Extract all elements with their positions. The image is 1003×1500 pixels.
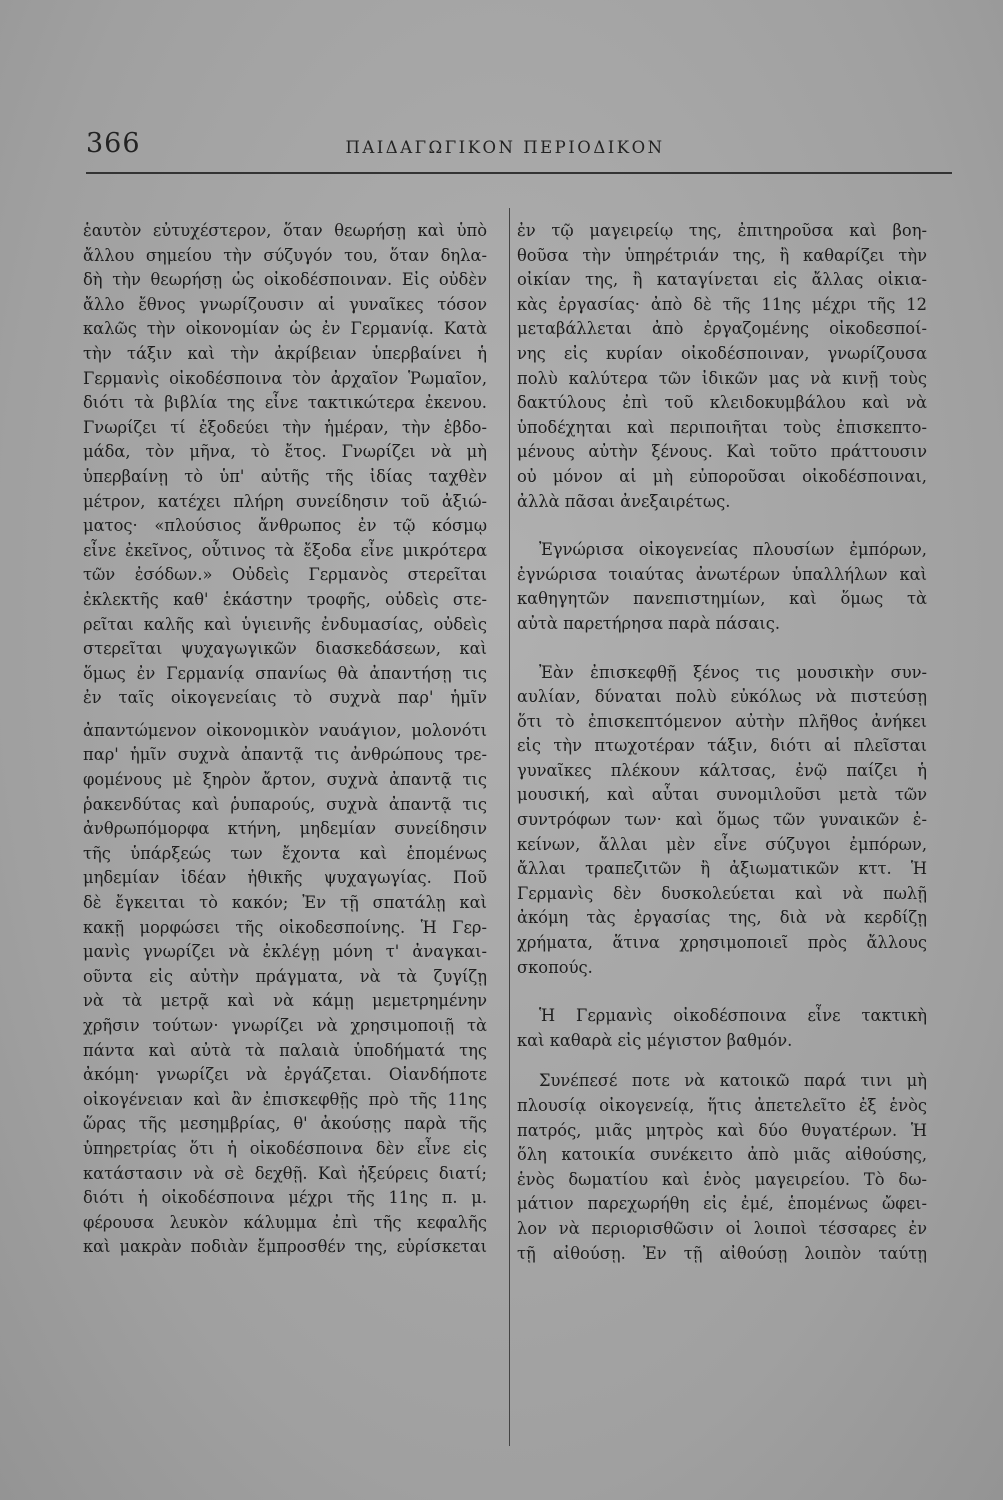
text-line: μάτιον παρεχωρήθη εἰς ἐμέ, ἑπομένως ὤφει- [517,1194,927,1214]
text-line: ἀκόμη τὰς ἐργασίας της, διὰ νὰ κερδίζῃ [517,908,927,928]
text-line: ὥρας τῆς μεσημβρίας, θ' ἀκούσῃς παρὰ τῆς [83,1114,487,1134]
text-line: εἶνε ἐκεῖνος, οὗτινος τὰ ἔξοδα εἶνε μικρότερα [83,540,487,560]
text-line: ὅμως ἐν Γερμανίᾳ σπανίως θὰ ἀπαντήσῃ τις [83,663,487,683]
text-line: καὶ καθαρὰ εἰς μέγιστον βαθμόν. [517,1030,793,1050]
paragraph-gap [517,637,927,661]
text-line: χρήματα, ἅτινα χρησιμοποιεῖ πρὸς ἄλλους [517,933,927,953]
text-line: μέτρον, κατέχει πλήρη συνείδησιν τοῦ ἀξιώ- [83,491,487,511]
text-line: διότι ἡ οἰκοδέσποινα μέχρι τῆς 11ης π. μ. [83,1188,487,1208]
text-line: νὰ τὰ μετρᾷ καὶ νὰ κάμῃ μεμετρημένην [83,991,487,1011]
text-line: καὶ μακρὰν ποδιὰν ἔμπροσθέν της, εὑρίσκεται [83,1237,487,1257]
paragraph-gap [517,514,927,538]
text-line: ἀλλὰ πᾶσαι ἀνεξαιρέτως. [517,491,731,511]
text-line: οἰκογένειαν καὶ ἂν ἐπισκεφθῇς πρὸ τῆς 11ης [83,1089,487,1109]
text-line: ματος· «πλούσιος ἄνθρωπος ἐν τῷ κόσμῳ [83,516,487,536]
text-line: ἄλλου σημείου τὴν σύζυγόν του, ὅταν δηλα- [83,245,487,265]
text-line: ἐν ταῖς οἰκογενείαις τὸ συχνὰ παρ' ἡμῖν [83,688,487,708]
text-line: μηδεμίαν ἰδέαν ἠθικῆς ψυχαγωγίας. Ποῦ [83,868,487,888]
text-line: μένους αὐτὴν ξένους. Καὶ τοῦτο πράττουσιν [517,442,927,462]
text-line: πάντα καὶ αὐτὰ τὰ παλαιὰ ὑποδήματά της [83,1040,487,1060]
text-line: λον νὰ περιορισθῶσιν οἱ λοιποὶ τέσσαρες ἐν [517,1218,927,1238]
text-line: Ἐὰν ἐπισκεφθῇ ξένος τις μουσικὴν συν- [539,662,927,682]
text-line: μουσική, καὶ αὗται συνομιλοῦσι μετὰ τῶν [517,785,927,805]
text-line: ἐκλεκτῆς καθ' ἑκάστην τροφῆς, οὐδεὶς στε- [83,589,487,609]
text-line: φομένους μὲ ξηρὸν ἄρτον, συχνὰ ἀπαντᾷ τις [83,770,487,790]
text-line: ἑνὸς δωματίου καὶ ἑνὸς μαγειρείου. Τὸ δω- [517,1169,927,1189]
text-line: τὴν τάξιν καὶ τὴν ἀκρίβειαν ὑπερβαίνει ἡ [83,343,487,363]
text-line: συντρόφων των· καὶ ὅμως τῶν γυναικῶν ἐ- [517,810,927,830]
text-line: κὰς ἐργασίας· ἀπὸ δὲ τῆς 11ης μέχρι τῆς 12 [517,294,927,314]
paragraph-gap [517,980,927,1004]
text-line: διότι τὰ βιβλία της εἶνε τακτικώτερα ἐκενου. [83,393,487,413]
text-line: Ἐγνώρισα οἰκογενείας πλουσίων ἐμπόρων, [539,540,927,560]
text-line: αὐτὰ παρετήρησα παρὰ πάσαις. [517,613,781,633]
text-line: ἐγνώρισα τοιαύτας ἀνωτέρων ὑπαλλήλων καὶ [517,564,927,584]
text-line: ἀπαντώμενον οἰκονομικὸν ναυάγιον, μολονότι [83,720,487,740]
text-line: κατάστασιν νὰ σὲ δεχθῇ. Καὶ ἠξεύρεις διατί; [83,1163,487,1183]
text-line: εἰς τὴν πτωχοτέραν τάξιν, διότι αἱ πλεῖσται [517,736,927,756]
text-line: δακτύλους ἐπὶ τοῦ κλειδοκυμβάλου καὶ νὰ [517,393,927,413]
text-line: ἐν τῷ μαγειρείῳ της, ἐπιτηροῦσα καὶ βοη- [517,221,927,240]
text-line: πλουσίᾳ οἰκογενείᾳ, ἥτις ἀπετελεῖτο ἐξ ἑνὸς [517,1096,927,1115]
text-line: Γνωρίζει τί ἐξοδεύει τὴν ἡμέραν, τὴν ἑβδο- [83,417,487,437]
text-line: μεταβάλλεται ἀπὸ ἐργαζομένης οἰκοδεσποί- [517,319,927,339]
text-line: τῶν ἐσόδων.» Οὐδεὶς Γερμανὸς στερεῖται [83,565,487,585]
text-line: ἑαυτὸν εὐτυχέστερον, ὅταν θεωρήσῃ καὶ ὑπὸ [83,221,487,240]
page-number: 366 [86,128,141,159]
text-line: γυναῖκες πλέκουν κάλτσας, ἐνῷ παίζει ἡ [517,760,927,780]
text-line: μανὶς γνωρίζει νὰ ἐκλέγῃ μόνη τ' ἀναγκαι- [83,942,487,962]
left-column [83,219,487,1260]
text-line: Γερμανὶς οἰκοδέσποινα τὸν ἀρχαῖον Ῥωμαῖον, [83,368,487,388]
text-line: ρεῖται καλῆς καὶ ὑγιεινῆς ἐνδυμασίας, οὐδεὶς [83,614,487,634]
text-line: ὑπηρετρίας ὅτι ἡ οἰκοδέσποινα δὲν εἶνε εἰς [83,1138,487,1158]
text-line: νης εἰς κυρίαν οἰκοδέσποιναν, γνωρίζουσα [517,343,927,363]
text-line: χρῆσιν τούτων· γνωρίζει νὰ χρησιμοποιῇ τὰ [83,1016,487,1035]
text-line: αυλίαν, δύναται πολὺ εὐκόλως νὰ πιστεύσῃ [517,687,927,707]
text-line: ἀνθρωπόμορφα κτήνη, μηδεμίαν συνείδησιν [83,819,487,839]
text-line: οὐ μόνον αἱ μὴ εὐποροῦσαι οἰκοδέσποιναι, [517,466,927,486]
text-line: τῆς ὑπάρξεώς των ἔχοντα καὶ ἑπομένως [83,843,487,863]
text-line: κακῇ μορφώσει τῆς οἰκοδεσποίνης. Ἡ Γερ- [83,917,487,937]
text-line: ὑπερβαίνῃ τὸ ὑπ' αὐτῆς τῆς ἰδίας ταχθὲν [83,466,487,486]
text-line: ῥακενδύτας καὶ ῥυπαρούς, συχνὰ ἀπαντᾷ τις [83,794,487,814]
text-line: παρ' ἡμῖν συχνὰ ἀπαντᾷ τις ἀνθρώπους τρε- [83,745,487,765]
text-line: πατρός, μιᾶς μητρὸς καὶ δύο θυγατέρων. Ἡ [517,1120,927,1140]
text-line: μάδα, τὸν μῆνα, τὸ ἔτος. Γνωρίζει νὰ μὴ [83,442,487,462]
text-line: ὅλη κατοικία συνέκειτο ἀπὸ μιᾶς αἰθούσης, [517,1145,927,1165]
text-line: καλῶς τὴν οἰκονομίαν ὡς ἐν Γερμανίᾳ. Κατὰ [83,319,487,339]
text-line: Γερμανὶς δὲν δυσκολεύεται καὶ νὰ πωλῇ [517,883,927,903]
paragraph-gap [517,1053,927,1069]
text-line: δὴ τὴν θεωρήσῃ ὡς οἰκοδέσποιναν. Εἰς οὐδὲν [83,270,487,290]
text-line: ἄλλαι τραπεζιτῶν ἢ ἀξιωματικῶν κττ. Ἡ [517,859,927,879]
text-line: στερεῖται ψυχαγωγικῶν διασκεδάσεων, καὶ [83,639,487,659]
text-line: Ἡ Γερμανὶς οἰκοδέσποινα εἶνε τακτικὴ [539,1006,927,1026]
running-head: ΠΑΙΔΑΓΩΓΙΚΟΝ ΠΕΡΙΟΔΙΚΟΝ [345,138,665,157]
text-line: θοῦσα τὴν ὑπηρέτριάν της, ἢ καθαρίζει τὴν [517,245,927,265]
right-column [517,219,927,1266]
text-line: ἄλλο ἔθνος γνωρίζουσιν αἱ γυναῖκες τόσον [83,294,487,314]
text-line: δὲ ἔγκειται τὸ κακόν; Ἐν τῇ σπατάλῃ καὶ [83,893,487,913]
text-line: καθηγητῶν πανεπιστημίων, καὶ ὅμως τὰ [517,589,927,609]
text-line: σκοπούς. [517,957,593,977]
text-line: ὅτι τὸ ἐπισκεπτόμενον αὐτὴν πλῆθος ἀνήκει [517,711,927,731]
text-line: ὑποδέχηται καὶ περιποιῆται τοὺς ἐπισκεπτο- [517,417,927,437]
text-line: ἀκόμη· γνωρίζει νὰ ἐργάζεται. Οἱανδήποτε [83,1065,487,1085]
column-divider [509,208,510,1446]
text-line: πολὺ καλύτερα τῶν ἰδικῶν μας νὰ κινῇ τοὺς [517,368,927,388]
text-line: οἰκίαν της, ἢ καταγίνεται εἰς ἄλλας οἰκια- [517,270,927,290]
text-line: οῦντα εἰς αὐτὴν πράγματα, νὰ τὰ ζυγίζῃ [83,966,487,986]
text-line: Συνέπεσέ ποτε νὰ κατοικῶ παρά τινι μὴ [539,1071,927,1091]
text-line: τῇ αἰθούσῃ. Ἐν τῇ αἰθούσῃ λοιπὸν ταύτῃ [517,1243,927,1263]
header-rule [86,172,952,174]
text-line: φέρουσα λευκὸν κάλυμμα ἐπὶ τῆς κεφαλῆς [83,1212,487,1232]
text-line: κείνων, ἄλλαι μὲν εἶνε σύζυγοι ἐμπόρων, [517,834,927,854]
